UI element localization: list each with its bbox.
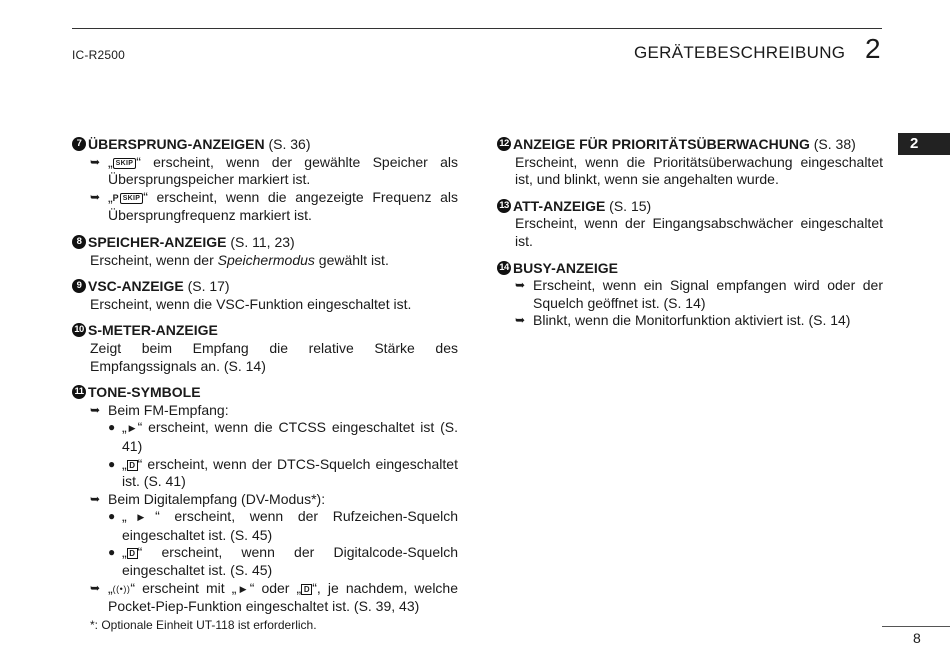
item-title: S-METER-ANZEIGE xyxy=(88,322,218,339)
item-title: ÜBERSPRUNG-ANZEIGEN xyxy=(88,136,265,152)
bullet-text: Blinkt, wenn die Monitorfunktion aktiviert ist. (S. 14) xyxy=(533,312,851,329)
bullet-line xyxy=(72,580,458,616)
arrow-icon: ➥ xyxy=(90,402,101,417)
item-heading xyxy=(497,136,883,154)
item-heading xyxy=(72,322,458,340)
sub-bullet xyxy=(72,544,458,579)
pocket-beep-icon: ((•)) xyxy=(112,583,131,594)
section-title: GERÄTEBESCHREIBUNG xyxy=(634,43,846,62)
sub-bullet xyxy=(72,456,458,491)
arrow-icon: ➥ xyxy=(90,189,101,204)
arrow-icon: ➥ xyxy=(90,580,101,595)
page-ref: (S. 11, 23) xyxy=(226,233,295,250)
tone-icon: ▶ xyxy=(126,423,138,434)
item-title: SPEICHER-ANZEIGE xyxy=(88,233,227,250)
page-ref: (S. 15) xyxy=(605,197,652,214)
item-body: Erscheint, wenn die VSC-Funktion eingeschaltet ist. xyxy=(90,295,412,312)
page-ref: (S. 36) xyxy=(264,136,311,152)
body-text: gewählt ist. xyxy=(314,251,389,268)
item-busy-indicator xyxy=(497,260,883,330)
quote-open: „ xyxy=(122,508,127,525)
page-ref: (S. 38) xyxy=(809,136,856,152)
bullet-dot-icon: ● xyxy=(108,420,116,435)
item-skip-indicators xyxy=(72,136,458,225)
item-tone-symbols xyxy=(72,384,458,634)
dtcs-icon: D xyxy=(301,584,312,595)
footnote: *: Optionale Einheit UT-118 ist erforderlich. xyxy=(90,617,317,632)
bullet-text: “ erscheint mit „ xyxy=(130,579,237,596)
bullet-line xyxy=(497,312,883,330)
item-body: Erscheint, wenn der Eingangsabschwächer eingeschaltet ist. xyxy=(515,215,883,249)
right-column xyxy=(497,136,883,339)
bullet-dot-icon: ● xyxy=(108,545,116,560)
bullet-text: “ erscheint, wenn der Digitalcode-Squelch eingeschaltet ist. (S. 45) xyxy=(122,544,458,579)
arrow-icon: ➥ xyxy=(515,313,526,328)
quote-open: „ xyxy=(108,579,113,596)
model-name: IC-R2500 xyxy=(72,48,125,62)
item-number: 12 xyxy=(497,137,511,151)
item-title: ATT-ANZEIGE xyxy=(513,197,606,214)
arrow-icon: ➥ xyxy=(515,278,526,293)
item-priority-indicator xyxy=(497,136,883,189)
bullet-text: “ erscheint, wenn der DTCS-Squelch eingeschaltet ist. (S. 41) xyxy=(122,455,458,490)
footer-rule xyxy=(882,626,950,627)
bullet-line xyxy=(72,189,458,225)
item-heading xyxy=(72,234,458,252)
bullet-line xyxy=(72,491,458,509)
bullet-line xyxy=(72,154,458,189)
item-number: 9 xyxy=(72,279,86,293)
left-column xyxy=(72,136,458,643)
item-vsc-indicator xyxy=(72,278,458,313)
quote-open: „ xyxy=(122,419,127,436)
skip-icon: SKIP xyxy=(120,193,144,204)
tone-icon: ▶ xyxy=(126,512,156,523)
p-icon: P xyxy=(112,192,119,203)
bullet-dot-icon: ● xyxy=(108,509,116,524)
item-number: 7 xyxy=(72,137,86,151)
skip-icon: SKIP xyxy=(113,158,137,169)
bullet-line xyxy=(72,402,458,420)
item-heading xyxy=(497,260,883,278)
item-number: 10 xyxy=(72,323,86,337)
section-number: 2 xyxy=(865,33,881,64)
bullet-text: “ oder „ xyxy=(249,579,302,596)
item-title: BUSY-ANZEIGE xyxy=(513,259,619,276)
bullet-line xyxy=(497,277,883,312)
bullet-text: Beim Digitalempfang (DV-Modus*): xyxy=(108,490,326,507)
item-body xyxy=(72,252,458,270)
arrow-icon: ➥ xyxy=(90,491,101,506)
item-number: 14 xyxy=(497,261,511,275)
quote-open: „ xyxy=(122,544,127,561)
tone-icon: ▶ xyxy=(236,583,250,594)
bullet-dot-icon: ● xyxy=(108,456,116,471)
bullet-text: “ erscheint, wenn der Rufzeichen-Squelch eingeschaltet ist. (S. 45) xyxy=(122,508,458,543)
arrow-icon: ➥ xyxy=(90,154,101,169)
item-body: Zeigt beim Empfang die relative Stärke des Empfangssignals an. (S. 14) xyxy=(90,339,458,374)
item-body: Erscheint, wenn die Prioritätsüberwachung eingeschaltet ist, und blinkt, wenn sie angehalten wurde. xyxy=(515,153,883,188)
bullet-text: “ erscheint, wenn der gewählte Speicher als Übersprungspeicher markiert ist. xyxy=(108,153,458,188)
item-att-indicator xyxy=(497,198,883,251)
item-heading xyxy=(72,278,458,296)
bullet-text: Erscheint, wenn ein Signal empfangen wird oder der Squelch geöffnet ist. (S. 14) xyxy=(533,277,883,311)
item-heading xyxy=(497,198,883,216)
chapter-tab: 2 xyxy=(898,133,950,155)
page-ref: (S. 17) xyxy=(183,278,230,295)
item-heading xyxy=(72,136,458,154)
item-heading xyxy=(72,384,458,402)
sub-bullet xyxy=(72,508,458,544)
item-number: 11 xyxy=(72,385,86,399)
bullet-text: Beim FM-Empfang: xyxy=(108,401,229,418)
body-emphasis: Speichermodus xyxy=(217,251,315,268)
item-title: VSC-ANZEIGE xyxy=(88,278,184,295)
item-s-meter xyxy=(72,322,458,375)
quote-open: „ xyxy=(108,153,113,170)
bullet-text: “ erscheint, wenn die angezeigte Frequenz als Übersprungfrequenz markiert ist. xyxy=(108,188,458,224)
item-title: ANZEIGE FÜR PRIORITÄTSÜBERWACHUNG xyxy=(513,136,810,152)
bullet-text: “, je nachdem, welche Pocket-Piep-Funktion eingeschaltet ist. (S. 39, 43) xyxy=(108,579,459,615)
page-number: 8 xyxy=(913,630,921,646)
header-rule xyxy=(72,28,882,29)
quote-open: „ xyxy=(108,188,113,205)
item-title: TONE-SYMBOLE xyxy=(88,384,201,401)
sub-bullet xyxy=(72,419,458,455)
quote-open: „ xyxy=(122,455,127,472)
item-number: 13 xyxy=(497,199,511,213)
body-text: Erscheint, wenn der xyxy=(90,251,218,268)
digital-code-icon: D xyxy=(127,548,138,559)
item-memory-indicator xyxy=(72,234,458,269)
item-number: 8 xyxy=(72,235,86,249)
bullet-text: “ erscheint, wenn die CTCSS eingeschaltet ist (S. 41) xyxy=(122,419,459,454)
dtcs-icon: D xyxy=(127,460,138,471)
